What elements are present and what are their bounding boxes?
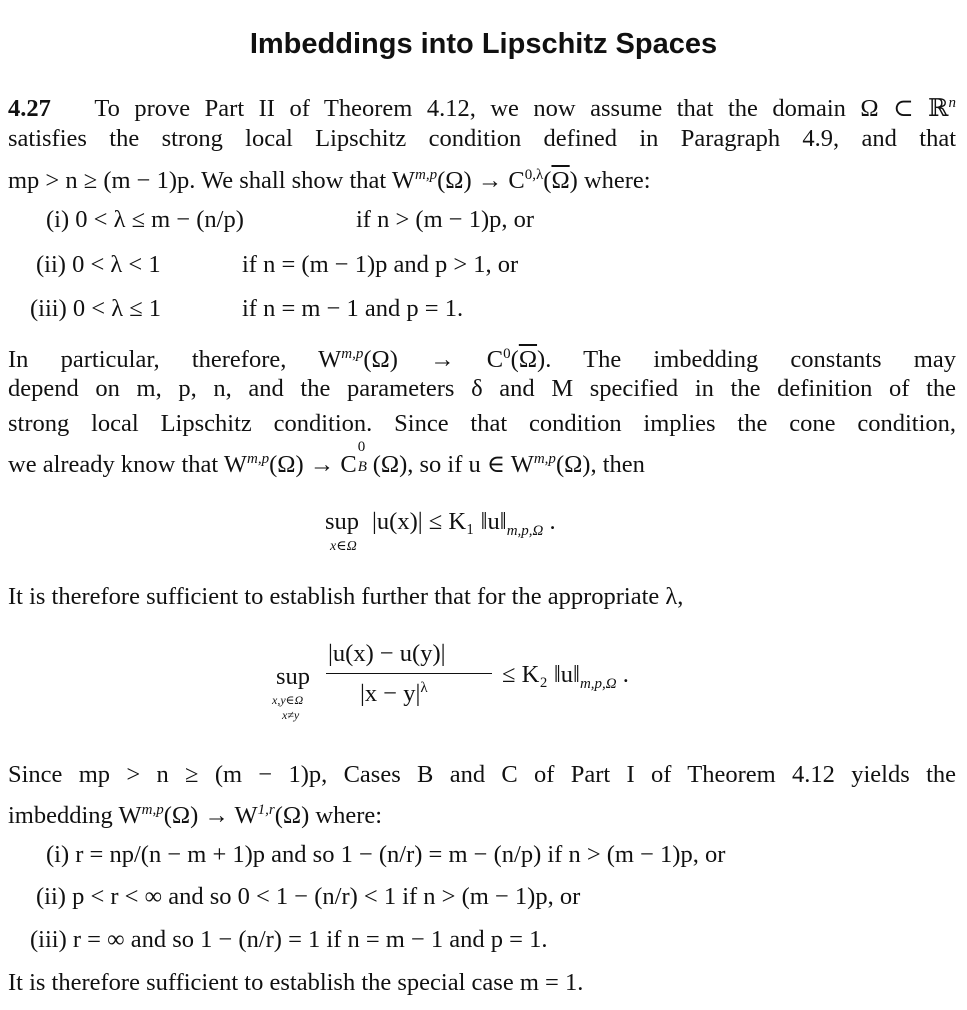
para3-line: It is therefore sufficient to establish further that for the appropriate λ, bbox=[8, 583, 684, 610]
para2-line-3: strong local Lipschitz condition. Since that condition implies the cone condition, bbox=[8, 410, 956, 437]
eq2-rhs bbox=[502, 661, 629, 693]
para2-line-4 bbox=[8, 439, 956, 480]
p4-l2sup: m,p bbox=[141, 802, 164, 818]
imbedding-case-i bbox=[46, 840, 725, 870]
case-label: (i) bbox=[46, 841, 70, 868]
section-number: 4.27 bbox=[8, 95, 51, 123]
case-label: (iii) bbox=[30, 926, 67, 953]
para2-line-1 bbox=[8, 339, 956, 375]
case-text: r = np/(n − m + 1)p and so 1 − (n/r) = m − (n/p) if n > (m − 1)p, or bbox=[75, 841, 726, 868]
case-condition: 0 < λ < 1 bbox=[72, 251, 161, 278]
case-label: (ii) bbox=[36, 883, 66, 910]
case-ii bbox=[36, 250, 161, 280]
section-line-3: mp > n ≥ (m − 1)p. We shall show that $W^{m,p}(\Omega) \to C^{0,\lambda}(\overline{\Omega})$ where: bbox=[8, 167, 651, 195]
eq2-subscript: m,p,Ω bbox=[579, 675, 617, 692]
eq1-end: . bbox=[549, 508, 556, 535]
p2-l1a: In particular, therefore, W bbox=[8, 346, 342, 374]
case-text: r = ∞ and so 1 − (n/r) = 1 if n = m − 1 and p = 1. bbox=[72, 926, 548, 953]
section-line-1 bbox=[8, 88, 956, 124]
p2-l1sup: m,p bbox=[341, 346, 364, 362]
p2-l1d: ). The imbedding constants may bbox=[537, 346, 956, 374]
eq2-numerator: |u(x) − u(y)| bbox=[328, 640, 446, 667]
case-iii bbox=[30, 294, 161, 324]
case-iii-when: if n = m − 1 and p = 1. bbox=[242, 295, 464, 322]
eq2-sup-operator: sup bbox=[276, 663, 311, 690]
case-i-when: if n > (m − 1)p, or bbox=[356, 206, 535, 233]
case-condition: 0 < λ ≤ m − (n/p) bbox=[75, 206, 244, 233]
eq2-denominator bbox=[360, 680, 428, 708]
p4-l2a: imbedding W bbox=[8, 802, 142, 830]
eq2-under-2: x≠y bbox=[282, 708, 300, 722]
p4-l2sup2: 1,r bbox=[257, 802, 275, 818]
case-condition: 0 < λ ≤ 1 bbox=[72, 295, 162, 322]
eq2-under-1: x,y∈Ω bbox=[272, 693, 304, 707]
case-text: p < r < ∞ and so 0 < 1 − (n/r) < 1 if n > (m − 1)p, or bbox=[72, 883, 581, 910]
para4-line-2 bbox=[8, 795, 956, 831]
p2-l4sup2: m,p bbox=[533, 451, 556, 467]
exponent-n: n bbox=[948, 95, 957, 111]
p2-supsub-sup: 0 bbox=[357, 439, 366, 456]
p2-supsub-sub: B bbox=[357, 459, 367, 476]
p4-l2c: (Ω) where: bbox=[274, 802, 383, 830]
p2-l1c: ( bbox=[510, 346, 519, 374]
eq2-den-text: |x − y| bbox=[360, 680, 421, 708]
line3-sup1: m,p bbox=[415, 167, 438, 183]
closing-line: It is therefore sufficient to establish the special case m = 1. bbox=[8, 969, 584, 996]
eq2-end: . bbox=[622, 661, 629, 688]
eq1-body-text: |u(x)| ≤ K₁ ‖u‖ bbox=[372, 508, 507, 535]
case-i bbox=[46, 205, 244, 235]
p2-l4sup: m,p bbox=[247, 451, 270, 467]
case-ii-when: if n = (m − 1)p and p > 1, or bbox=[242, 251, 519, 278]
para4-line-1: Since mp > n ≥ (m − 1)p, Cases B and C of Part I of Theorem 4.12 yields the bbox=[8, 761, 956, 788]
imbedding-case-ii bbox=[36, 882, 580, 912]
p2-l1sup2: 0 bbox=[503, 346, 511, 362]
eq2-den-sup: λ bbox=[420, 680, 428, 696]
p2-omega-closure: $\overline{\Omega}$ bbox=[518, 346, 538, 374]
case-label: (ii) bbox=[36, 251, 66, 278]
line3-sup2: 0,λ bbox=[524, 167, 544, 183]
p2-l4b: (Ω) → C bbox=[269, 451, 357, 479]
p2-l4c: (Ω), so if u ∈ W bbox=[372, 451, 534, 479]
p2-l1b: (Ω) → C bbox=[363, 346, 504, 374]
eq1-subscript: m,p,Ω bbox=[506, 522, 544, 539]
line3-part-b: (Ω) → C bbox=[437, 167, 525, 195]
case-label: (iii) bbox=[30, 295, 67, 322]
p2-l4a: we already know that W bbox=[8, 451, 248, 479]
eq2-fraction-bar bbox=[326, 673, 492, 674]
section-line-1-text: To prove Part II of Theorem 4.12, we now assume that the domain Ω ⊂ ℝ bbox=[94, 95, 949, 123]
omega-closure: $\overline{\Omega}$ bbox=[551, 167, 570, 195]
eq1-sup-operator: sup bbox=[325, 508, 360, 535]
para2-line-2: depend on m, p, n, and the parameters δ and M specified in the definition of the bbox=[8, 375, 956, 402]
section-line-2: satisfies the strong local Lipschitz condition defined in Paragraph 4.9, and that bbox=[8, 125, 956, 152]
p4-l2b: (Ω) → W bbox=[163, 802, 258, 830]
p2-l4d: (Ω), then bbox=[555, 451, 645, 479]
p2-supsub bbox=[357, 439, 373, 480]
line3-part-a: mp > n ≥ (m − 1)p. We shall show that W bbox=[8, 167, 416, 195]
eq1-under: x∈Ω bbox=[330, 539, 357, 554]
running-heading: Imbeddings into Lipschitz Spaces bbox=[249, 28, 718, 60]
case-label: (i) bbox=[46, 206, 70, 233]
eq2-rhs-text: ≤ K₂ ‖u‖ bbox=[502, 661, 580, 688]
imbedding-case-iii bbox=[30, 925, 548, 955]
eq1-body bbox=[372, 508, 556, 540]
